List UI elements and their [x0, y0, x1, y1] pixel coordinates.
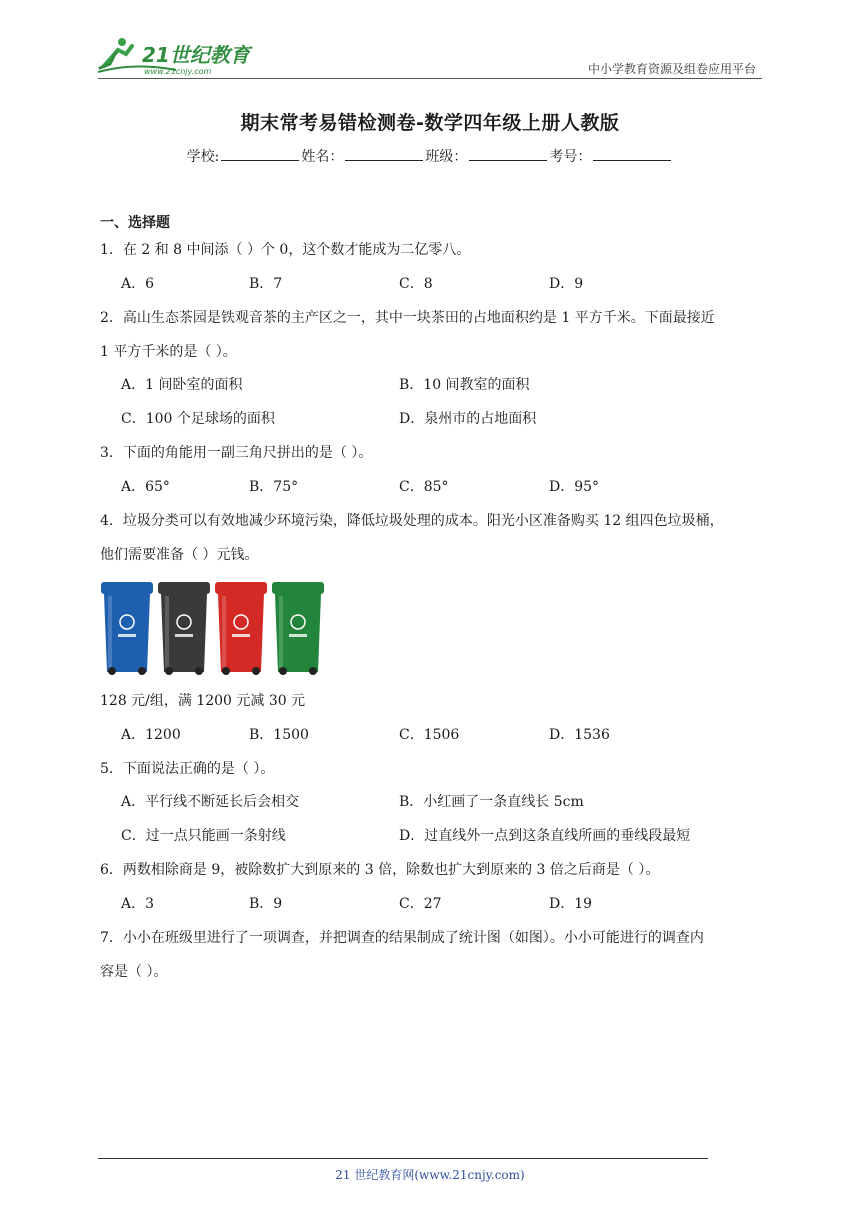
- question-5-text: 5．下面说法正确的是（ ）。: [100, 761, 275, 777]
- red-bin: [215, 582, 267, 675]
- q2-option-d[interactable]: D．泉州市的占地面积: [399, 411, 537, 427]
- green-bin: [272, 582, 324, 675]
- bin-highlight: [165, 596, 169, 668]
- q1-option-a[interactable]: A．6: [121, 276, 155, 292]
- q3-option-c[interactable]: C．85°: [399, 479, 449, 495]
- q4-option-d[interactable]: D．1536: [549, 727, 610, 743]
- q4-option-c[interactable]: C．1506: [399, 727, 460, 743]
- bin-label-strip: [289, 634, 307, 637]
- q6-option-a[interactable]: A．3: [121, 896, 155, 912]
- logo-text: 21世纪教育: [142, 43, 250, 67]
- q5-option-a[interactable]: A．平行线不断延长后会相交: [121, 794, 300, 810]
- q5-option-c[interactable]: C．过一点只能画一条射线: [121, 828, 286, 844]
- platform-name: 中小学教育资源及组卷应用平台: [587, 62, 756, 76]
- question-7-line2: 容是（ ）。: [100, 964, 168, 980]
- q3-option-d[interactable]: D．95°: [549, 479, 600, 495]
- bin-wheel: [108, 667, 116, 675]
- site-logo: [96, 36, 256, 78]
- class-label: 班级：: [425, 149, 468, 165]
- q3-option-b[interactable]: B．75°: [249, 479, 299, 495]
- q1-option-b[interactable]: B．7: [249, 276, 283, 292]
- bin-wheel: [165, 667, 173, 675]
- bin-lid: [101, 582, 153, 594]
- bin-wheel: [195, 667, 203, 675]
- q1-option-d[interactable]: D．9: [549, 276, 584, 292]
- logo-url: www.21cnjy.com: [144, 67, 212, 76]
- bin-label-strip: [175, 634, 193, 637]
- footer-text: 21 世纪教育网(www.21cnjy.com): [335, 1168, 525, 1182]
- exam-no-blank[interactable]: [593, 147, 671, 161]
- q6-option-d[interactable]: D．19: [549, 896, 593, 912]
- bin-lid: [215, 582, 267, 594]
- bin-wheel: [138, 667, 146, 675]
- bin-label-strip: [232, 634, 250, 637]
- q2-option-b[interactable]: B．10 间教室的面积: [399, 377, 530, 393]
- q3-option-a[interactable]: A．65°: [121, 479, 170, 495]
- name-blank[interactable]: [345, 147, 423, 161]
- name-label: 姓名：: [301, 149, 344, 165]
- footer-divider: [98, 1158, 708, 1159]
- q5-option-d[interactable]: D．过直线外一点到这条直线所画的垂线段最短: [399, 828, 691, 844]
- bin-highlight: [108, 596, 112, 668]
- question-2-line2: 1 平方千米的是（ ）。: [100, 344, 237, 360]
- question-1-text: 1．在 2 和 8 中间添（ ）个 0，这个数才能成为二亿零八。: [100, 242, 471, 258]
- question-4-line2: 他们需要准备（ ）元钱。: [100, 547, 259, 563]
- exam-no-label: 考号：: [549, 149, 592, 165]
- bin-label-strip: [118, 634, 136, 637]
- question-3-text: 3．下面的角能用一副三角尺拼出的是（ ）。: [100, 445, 373, 461]
- bin-lid: [158, 582, 210, 594]
- q5-option-b[interactable]: B．小红画了一条直线长 5cm: [399, 794, 584, 810]
- question-2-line1: 2．高山生态茶园是铁观音茶的主产区之一，其中一块茶田的占地面积约是 1 平方千米。下面最接近: [100, 310, 715, 326]
- q4-price-text: 128 元/组，满 1200 元减 30 元: [100, 693, 306, 709]
- section-heading: 一、选择题: [100, 215, 170, 231]
- q6-option-c[interactable]: C．27: [399, 896, 442, 912]
- q6-option-b[interactable]: B．9: [249, 896, 283, 912]
- student-info-line: [0, 146, 860, 166]
- bin-highlight: [279, 596, 283, 668]
- trash-bins-image: [100, 580, 326, 676]
- question-4-line1: 4．垃圾分类可以有效地减少环境污染，降低垃圾处理的成本。阳光小区准备购买 12 组四色垃圾桶，: [100, 513, 724, 529]
- bin-wheel: [279, 667, 287, 675]
- header-divider: [98, 78, 762, 79]
- q1-option-c[interactable]: C．8: [399, 276, 433, 292]
- school-label: 学校:: [186, 149, 220, 165]
- bin-lid: [272, 582, 324, 594]
- bin-highlight: [222, 596, 226, 668]
- q2-option-a[interactable]: A．1 间卧室的面积: [121, 377, 243, 393]
- question-7-line1: 7．小小在班级里进行了一项调查，并把调查的结果制成了统计图（如图）。小小可能进行的调查内: [100, 930, 704, 946]
- bin-wheel: [252, 667, 260, 675]
- q2-option-c[interactable]: C．100 个足球场的面积: [121, 411, 275, 427]
- question-6-text: 6．两数相除商是 9，被除数扩大到原来的 3 倍，除数也扩大到原来的 3 倍之后商是（ ）。: [100, 862, 660, 878]
- black-bin: [158, 582, 210, 675]
- school-blank[interactable]: [221, 147, 299, 161]
- blue-bin: [101, 582, 153, 675]
- q4-option-b[interactable]: B．1500: [249, 727, 309, 743]
- q4-option-a[interactable]: A．1200: [121, 727, 181, 743]
- bin-wheel: [309, 667, 317, 675]
- bin-wheel: [222, 667, 230, 675]
- class-blank[interactable]: [469, 147, 547, 161]
- page-title: 期末常考易错检测卷-数学四年级上册人教版: [240, 112, 620, 134]
